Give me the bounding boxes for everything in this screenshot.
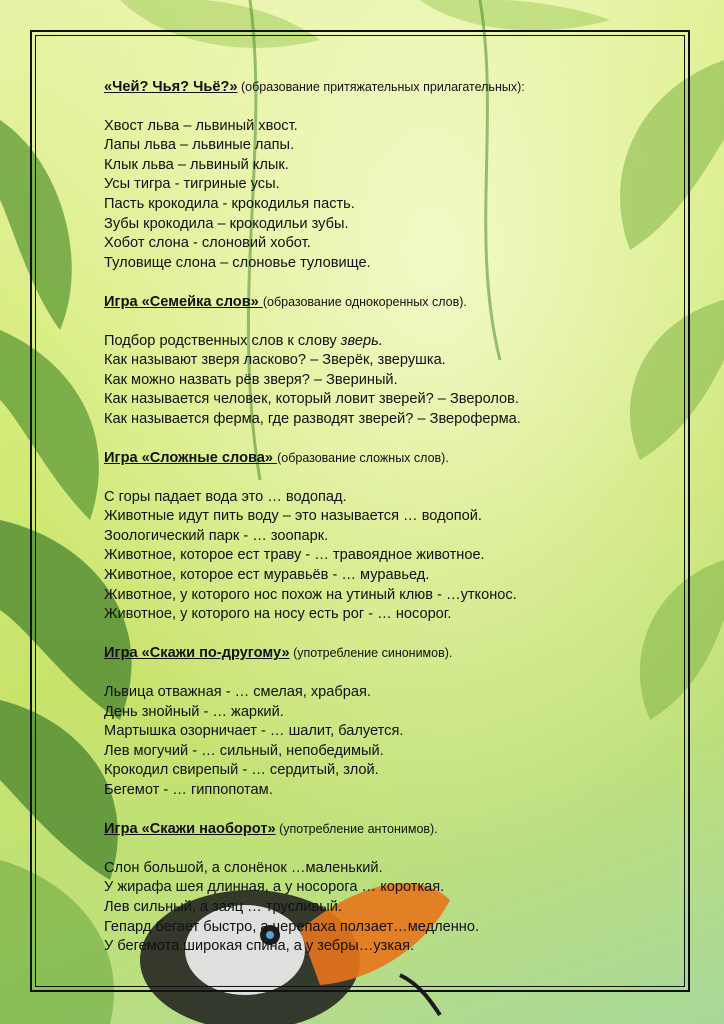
text-line: День знойный - … жаркий. xyxy=(104,703,284,720)
text-line: Хвост льва – львиный хвост. xyxy=(104,117,298,134)
section-description: (образование однокоренных слов). xyxy=(262,294,467,309)
text-line: Зубы крокодила – крокодильи зубы. xyxy=(104,215,349,232)
text-line: Как называют зверя ласково? – Зверёк, зверушка. xyxy=(104,352,446,369)
text-line: Как называется человек, который ловит зверей? – Зверолов. xyxy=(104,391,519,408)
text-line: Как можно назвать рёв зверя? – Звериный. xyxy=(104,371,398,388)
section-heading xyxy=(104,78,664,98)
section-antonyms xyxy=(104,820,664,957)
section-heading xyxy=(104,449,664,469)
intro-italic-word: зверь. xyxy=(340,332,383,349)
section-title: Игра «Сложные слова» xyxy=(104,450,278,467)
text-line: Туловище слона – слоновье туловище. xyxy=(104,254,371,271)
section-heading xyxy=(104,820,664,840)
text-line: Зоологический парк - … зоопарк. xyxy=(104,527,329,544)
text-line: Как называется ферма, где разводят зверей? – Звероферма. xyxy=(104,410,521,427)
section-description: (образование сложных слов). xyxy=(277,451,449,466)
document-content xyxy=(104,78,664,957)
section-title: Игра «Скажи наоборот» xyxy=(104,821,276,838)
text-line: Животное, у которого нос похож на утиный клюв - …утконос. xyxy=(104,586,517,603)
section-possessive-adjectives xyxy=(104,78,664,273)
text-line: Лев могучий - … сильный, непобедимый. xyxy=(104,742,384,759)
section-synonyms xyxy=(104,644,664,800)
text-line: Животное, которое ест муравьёв - … муравьед. xyxy=(104,567,430,584)
section-description: (употребление антонимов). xyxy=(275,822,438,837)
text-line: У жирафа шея длинная, а у носорога … короткая. xyxy=(104,879,445,896)
text-line: Лев сильный, а заяц … трусливый. xyxy=(104,898,343,915)
text-line: Лапы льва – львиные лапы. xyxy=(104,137,295,154)
text-line: Львица отважная - … смелая, храбрая. xyxy=(104,684,371,701)
text-line: С горы падает вода это … водопад. xyxy=(104,488,347,505)
text-line: У бегемота широкая спина, а у зебры…узкая. xyxy=(104,938,415,955)
section-title: Игра «Скажи по-другому» xyxy=(104,645,290,662)
section-heading xyxy=(104,293,664,313)
section-description: (употребление синонимов). xyxy=(289,646,453,661)
section-word-family xyxy=(104,293,664,430)
section-title: «Чей? Чья? Чьё?» xyxy=(104,79,238,95)
text-line: Усы тигра - тигриные усы. xyxy=(104,176,280,193)
intro-line xyxy=(104,332,664,352)
text-line: Клык льва – львиный клык. xyxy=(104,156,289,173)
section-heading xyxy=(104,644,664,664)
text-line: Гепард бегает быстро, а черепаха ползает…медленно. xyxy=(104,918,480,935)
text-line: Слон большой, а слонёнок …маленький. xyxy=(104,859,383,876)
text-line: Мартышка озорничает - … шалит, балуется. xyxy=(104,723,404,740)
text-line: Животные идут пить воду – это называется … водопой. xyxy=(104,508,482,525)
text-line: Бегемот - … гиппопотам. xyxy=(104,782,273,798)
text-line: Пасть крокодила - крокодилья пасть. xyxy=(104,195,355,212)
text-line: Животное, у которого на носу есть рог - … носорог. xyxy=(104,606,452,623)
text-line: Крокодил свирепый - … сердитый, злой. xyxy=(104,762,379,779)
section-title: Игра «Семейка слов» xyxy=(104,293,263,310)
text-line: Хобот слона - слоновий хобот. xyxy=(104,235,311,252)
section-compound-words xyxy=(104,449,664,625)
section-description: (образование притяжательных прилагательных): xyxy=(237,80,525,94)
intro-text: Подбор родственных слов к слову xyxy=(104,332,341,349)
text-line: Животное, которое ест траву - … травоядное животное. xyxy=(104,547,485,564)
